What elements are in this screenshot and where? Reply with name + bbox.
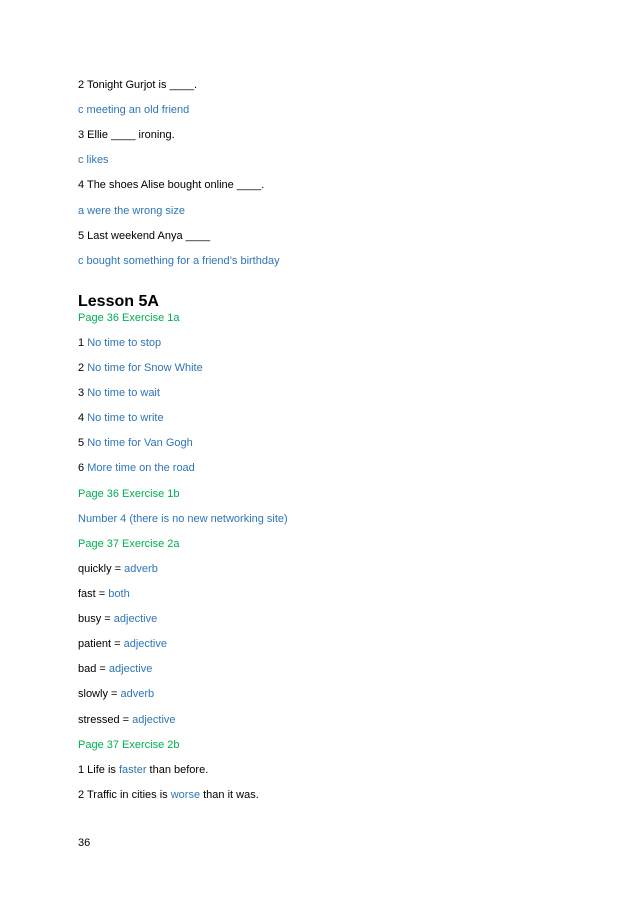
ex1a-item-2: 2 No time for Snow White <box>78 362 203 374</box>
exercise-2a-label: Page 37 Exercise 2a <box>78 538 180 550</box>
exercise-2b-label: Page 37 Exercise 2b <box>78 739 180 751</box>
ex2a-item-3: busy = adjective <box>78 613 158 625</box>
exercise-1a-label: Page 36 Exercise 1a <box>78 312 180 324</box>
ex1a-item-1: 1 No time to stop <box>78 337 162 349</box>
answer-4: a were the wrong size <box>78 205 185 217</box>
ex2a-item-2: fast = both <box>78 588 130 600</box>
question-5: 5 Last weekend Anya ____ <box>78 230 211 242</box>
exercise-1b-answer: Number 4 (there is no new networking site) <box>78 513 288 525</box>
question-4: 4 The shoes Alise bought online ____. <box>78 179 265 191</box>
page-number: 36 <box>78 837 91 849</box>
ex2a-item-6: slowly = adverb <box>78 688 155 700</box>
ex2a-item-5: bad = adjective <box>78 663 153 675</box>
ex2a-item-4: patient = adjective <box>78 638 167 650</box>
ex2a-item-7: stressed = adjective <box>78 714 176 726</box>
answer-5: c bought something for a friend’s birthday <box>78 255 280 267</box>
ex1a-item-4: 4 No time to write <box>78 412 164 424</box>
lesson-heading: Lesson 5A <box>78 293 159 310</box>
question-2: 2 Tonight Gurjot is ____. <box>78 79 198 91</box>
ex1a-item-5: 5 No time for Van Gogh <box>78 437 193 449</box>
answer-2: c meeting an old friend <box>78 104 190 116</box>
exercise-1b-label: Page 36 Exercise 1b <box>78 488 180 500</box>
answer-3: c likes <box>78 154 109 166</box>
question-3: 3 Ellie ____ ironing. <box>78 129 175 141</box>
ex1a-item-6: 6 More time on the road <box>78 462 195 474</box>
ex2b-item-1: 1 Life is faster than before. <box>78 764 209 776</box>
ex2a-item-1: quickly = adverb <box>78 563 158 575</box>
ex1a-item-3: 3 No time to wait <box>78 387 160 399</box>
ex2b-item-2: 2 Traffic in cities is worse than it was. <box>78 789 259 801</box>
